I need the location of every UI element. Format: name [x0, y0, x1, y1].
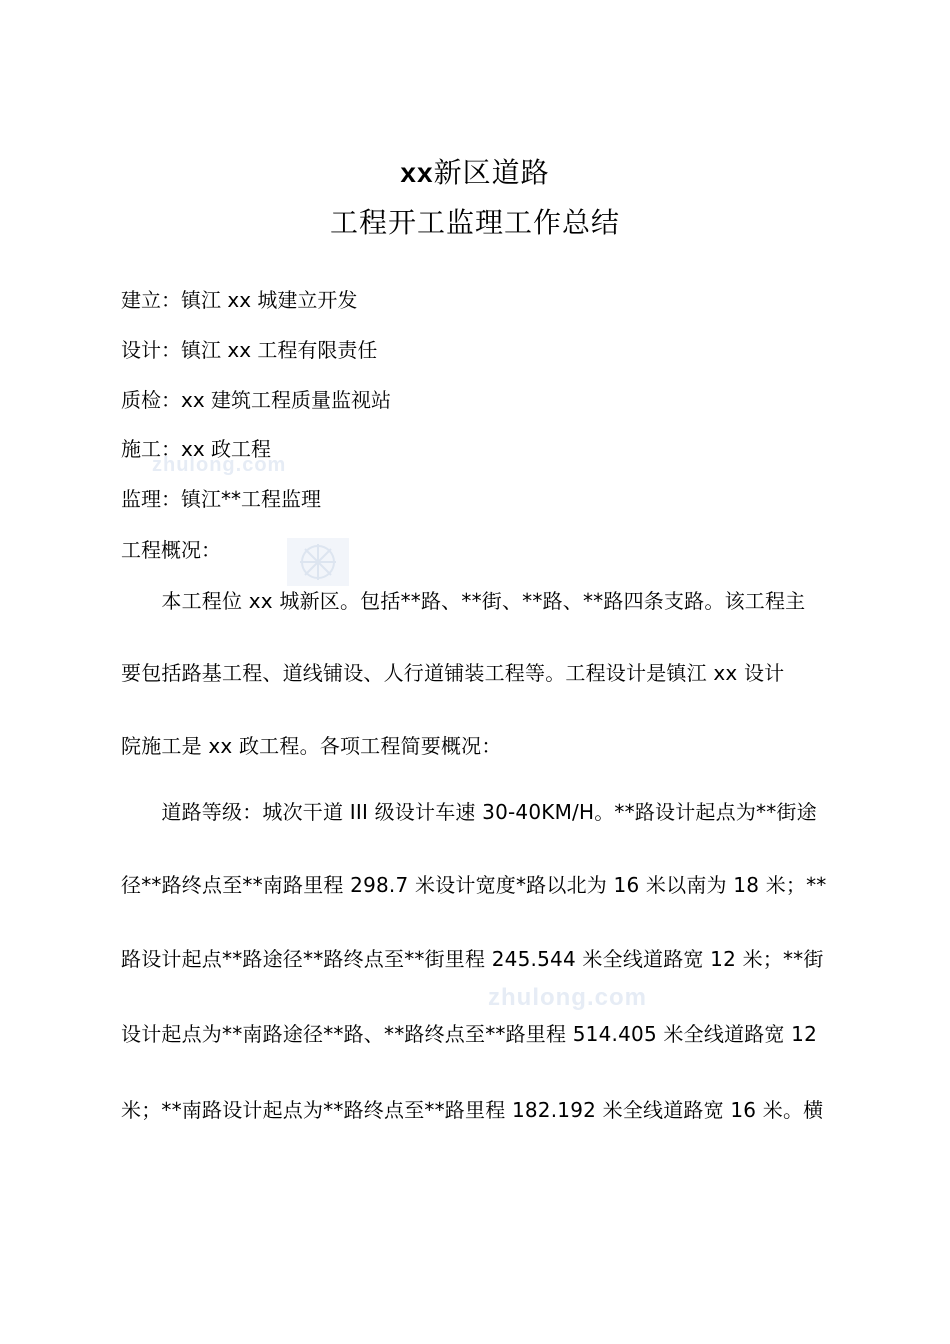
title-xx: xx	[400, 157, 434, 188]
paragraph1-line2: 要包括路基工程、道线铺设、人行道铺装工程等。工程设计是镇江 xx 设计	[121, 661, 785, 685]
document-title-line1	[0, 156, 950, 190]
watermark-logo-icon	[287, 538, 349, 586]
info-builder: 施工：xx 政工程	[121, 437, 272, 461]
info-construction: 建立：镇江 xx 城建立开发	[121, 288, 358, 312]
watermark-text: zhulong.com	[488, 984, 647, 1011]
paragraph2-line1: 道路等级：城次干道 III 级设计车速 30-40KM/H。**路设计起点为**街途	[121, 800, 817, 824]
info-quality: 质检：xx 建筑工程质量监视站	[121, 388, 392, 412]
overview-heading: 工程概况：	[121, 538, 221, 562]
paragraph2-line3: 路设计起点**路途径**路终点至**街里程 245.544 米全线道路宽 12 米；**街	[121, 947, 824, 971]
paragraph2-line4: 设计起点为**南路途径**路、**路终点至**路里程 514.405 米全线道路宽 12	[121, 1022, 818, 1046]
info-design: 设计：镇江 xx 工程有限责任	[121, 338, 378, 362]
watermark-text: zhulong.com	[152, 454, 287, 476]
paragraph2-line5: 米；**南路设计起点为**路终点至**路里程 182.192 米全线道路宽 16 米。横	[121, 1098, 824, 1122]
paragraph1-line1: 本工程位 xx 城新区。包括**路、**街、**路、**路四条支路。该工程主	[121, 589, 806, 613]
title-rest: 新区道路	[433, 156, 550, 189]
document-title-line2: 工程开工监理工作总结	[329, 206, 620, 239]
paragraph1-line3: 院施工是 xx 政工程。各项工程简要概况：	[121, 734, 502, 758]
paragraph2-line2: 径**路终点至**南路里程 298.7 米设计宽度*路以北为 16 米以南为 18 米；**	[121, 873, 827, 897]
info-supervision: 监理：镇江**工程监理	[121, 487, 321, 511]
